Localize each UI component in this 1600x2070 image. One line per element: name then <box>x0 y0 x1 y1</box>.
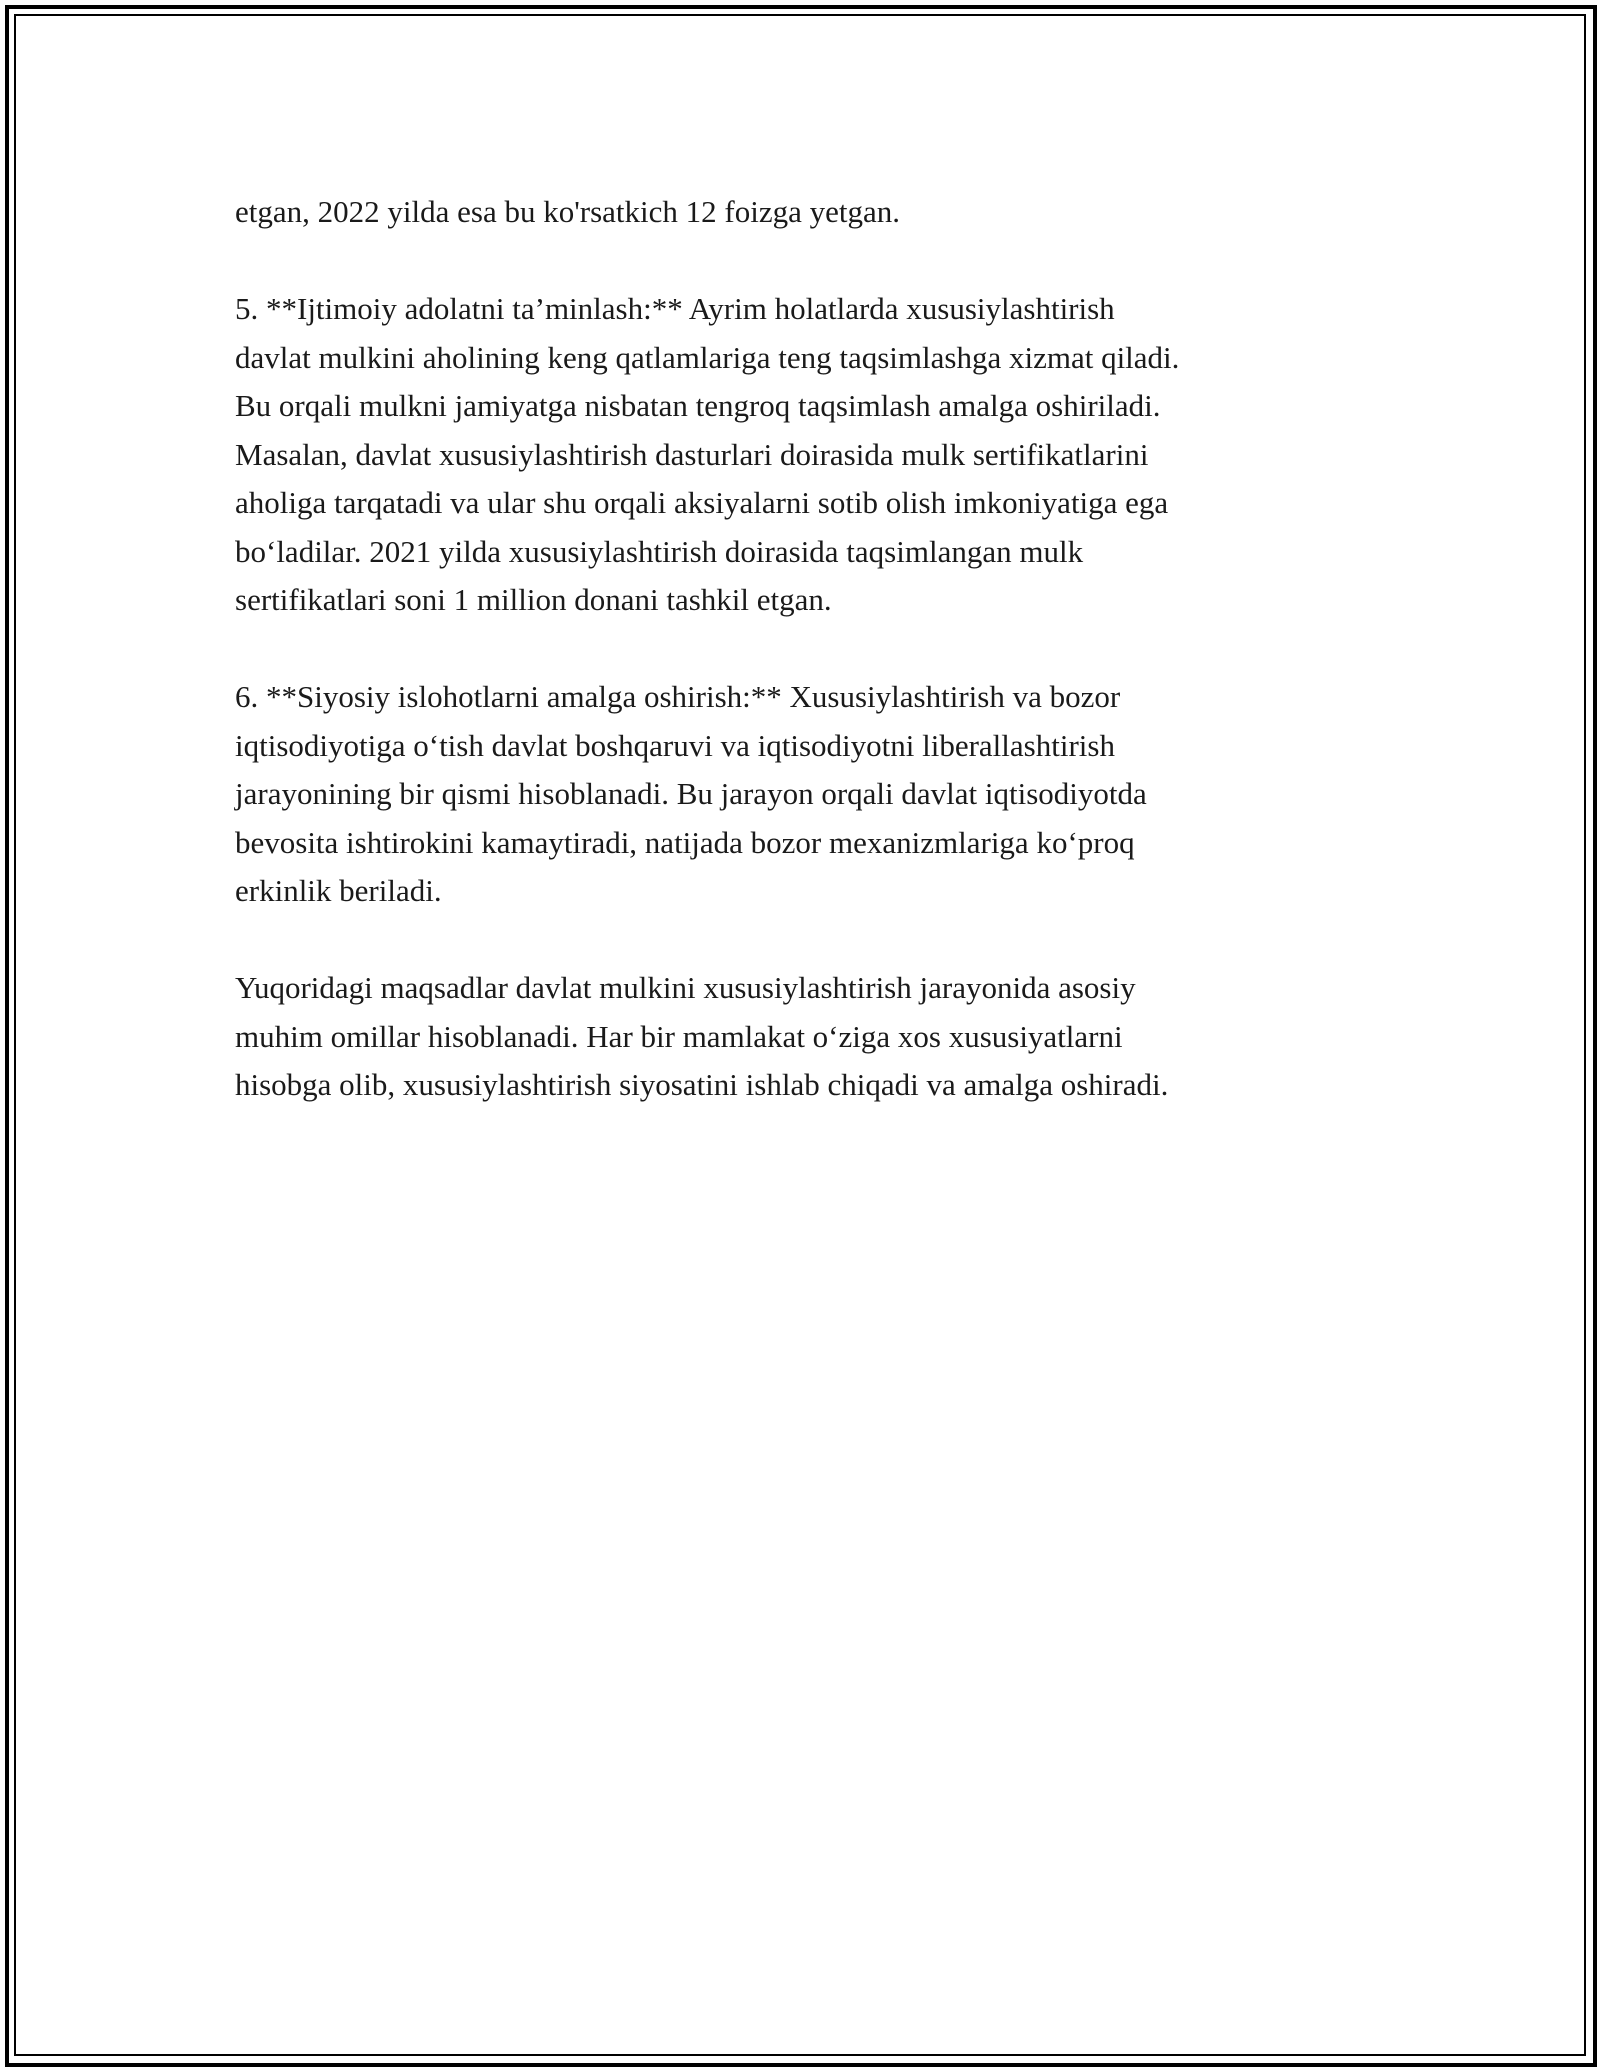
text-line: etgan, 2022 yilda esa bu ko'rsatkich 12 foizga yetgan. <box>235 194 901 229</box>
text-line: aholiga tarqatadi va ular shu orqali aksiyalarni sotib olish imkoniyatiga ega <box>235 485 1169 520</box>
text-line: Yuqoridagi maqsadlar davlat mulkini xususiylashtirish jarayonida asosiy <box>235 970 1136 1005</box>
text-line: Masalan, davlat xususiylashtirish dasturlari doirasida mulk sertifikatlarini <box>235 436 1149 472</box>
paragraph-social-justice <box>235 285 1375 625</box>
paragraph-political-reforms <box>235 673 1375 916</box>
text-line: 6. **Siyosiy islohotlarni amalga oshirish:** Xususiylashtirish va bozor <box>235 679 1121 714</box>
text-line: 5. **Ijtimoiy adolatni ta’minlash:** Ayrim holatlarda xususiylashtirish <box>235 291 1115 326</box>
paragraph-conclusion <box>235 964 1375 1110</box>
text-line: Bu orqali mulkni jamiyatga nisbatan tengroq taqsimlash amalga oshiriladi. <box>235 388 1161 423</box>
document-body <box>235 188 1375 1110</box>
text-line: davlat mulkini aholining keng qatlamlariga teng taqsimlashga xizmat qiladi. <box>235 339 1180 375</box>
text-line: hisobga olib, xususiylashtirish siyosatini ishlab chiqadi va amalga oshiradi. <box>235 1067 1169 1102</box>
text-line: muhim omillar hisoblanadi. Har bir mamlakat o‘ziga xos xususiyatlarni <box>235 1018 1123 1054</box>
text-line: iqtisodiyotiga o‘tish davlat boshqaruvi va iqtisodiyotni liberallashtirish <box>235 727 1115 763</box>
text-line: sertifikatlari soni 1 million donani tashkil etgan. <box>235 582 832 617</box>
text-line: jarayonining bir qismi hisoblanadi. Bu jarayon orqali davlat iqtisodiyotda <box>235 776 1147 811</box>
text-line: bo‘ladilar. 2021 yilda xususiylashtirish doirasida taqsimlangan mulk <box>235 533 1084 569</box>
paragraph-continuation <box>235 188 1375 237</box>
text-line: bevosita ishtirokini kamaytiradi, natijada bozor mexanizmlariga ko‘proq <box>235 824 1135 860</box>
text-line: erkinlik beriladi. <box>235 873 442 908</box>
